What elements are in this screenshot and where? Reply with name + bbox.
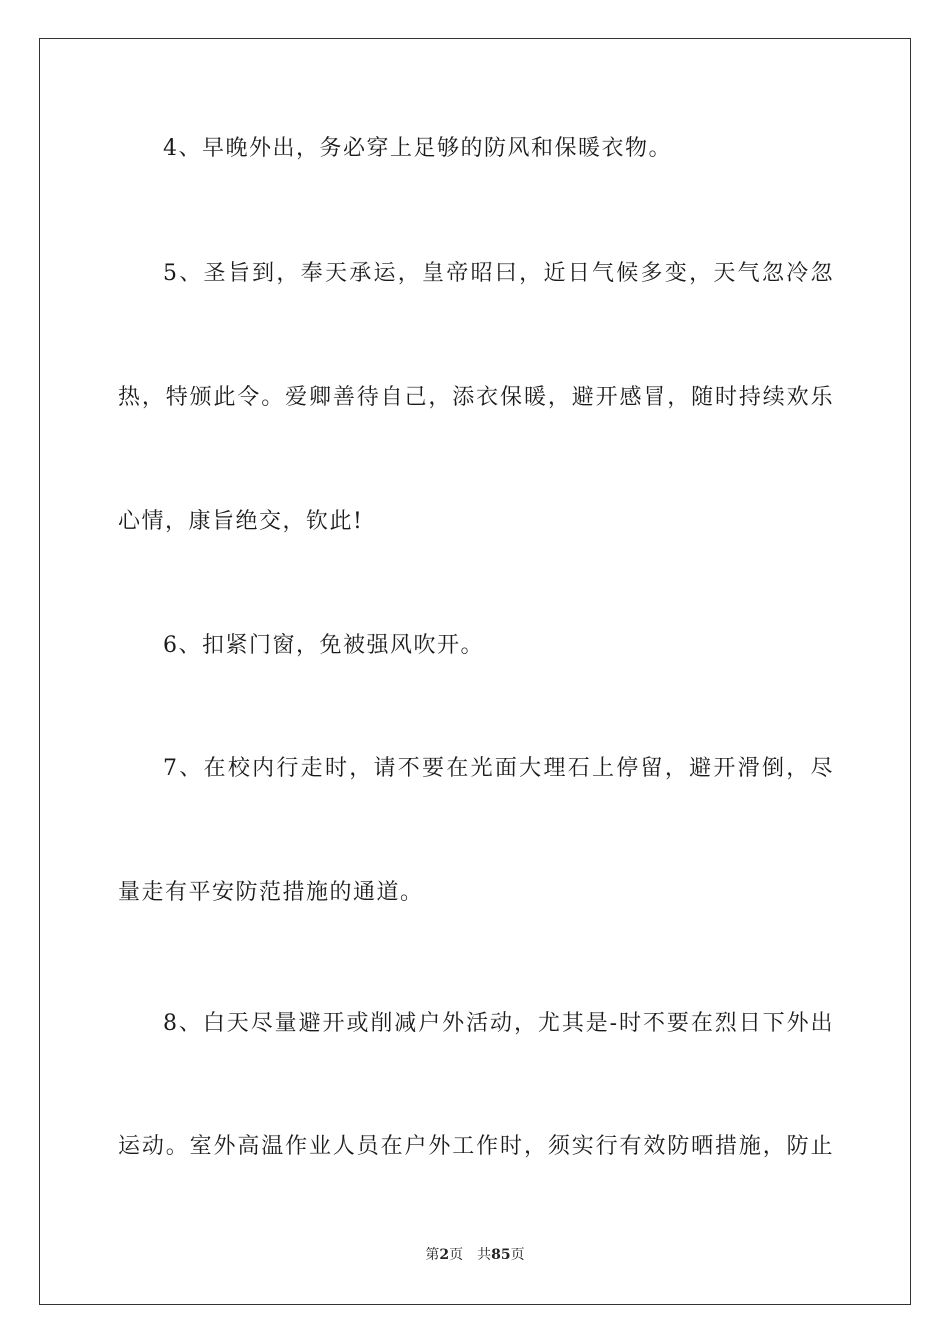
footer-page-suffix: 页 <box>449 1247 464 1263</box>
paragraph-5-line-3: 心情，康旨绝交，钦此! <box>118 509 364 534</box>
paragraph-8-line-1: 8、白天尽量避开或削减户外活动，尤其是-时不要在烈日下外出 <box>163 1011 834 1036</box>
paragraph-7-line-1: 7、在校内行走时，请不要在光面大理石上停留，避开滑倒，尽 <box>163 756 834 781</box>
footer-page-number: 2 <box>439 1247 450 1263</box>
footer-total-prefix: 共 <box>477 1247 492 1263</box>
paragraph-6: 6、扣紧门窗，免被强风吹开。 <box>163 633 484 658</box>
paragraph-5-line-2: 热，特颁此令。爱卿善待自己，添衣保暖，避开感冒，随时持续欢乐 <box>118 385 834 410</box>
footer-page-prefix: 第 <box>425 1247 440 1263</box>
page-footer <box>0 1245 950 1265</box>
paragraph-4: 4、早晚外出，务必穿上足够的防风和保暖衣物。 <box>163 136 672 161</box>
paragraph-5-line-1: 5、圣旨到，奉天承运，皇帝昭曰，近日气候多变，天气忽冷忽 <box>163 261 834 286</box>
page-border <box>39 38 911 1305</box>
footer-total-pages: 85 <box>491 1247 511 1263</box>
paragraph-7-line-2: 量走有平安防范措施的通道。 <box>118 880 424 905</box>
footer-total-suffix: 页 <box>510 1247 525 1263</box>
paragraph-8-line-2: 运动。室外高温作业人员在户外工作时，须实行有效防晒措施，防止 <box>118 1134 834 1159</box>
